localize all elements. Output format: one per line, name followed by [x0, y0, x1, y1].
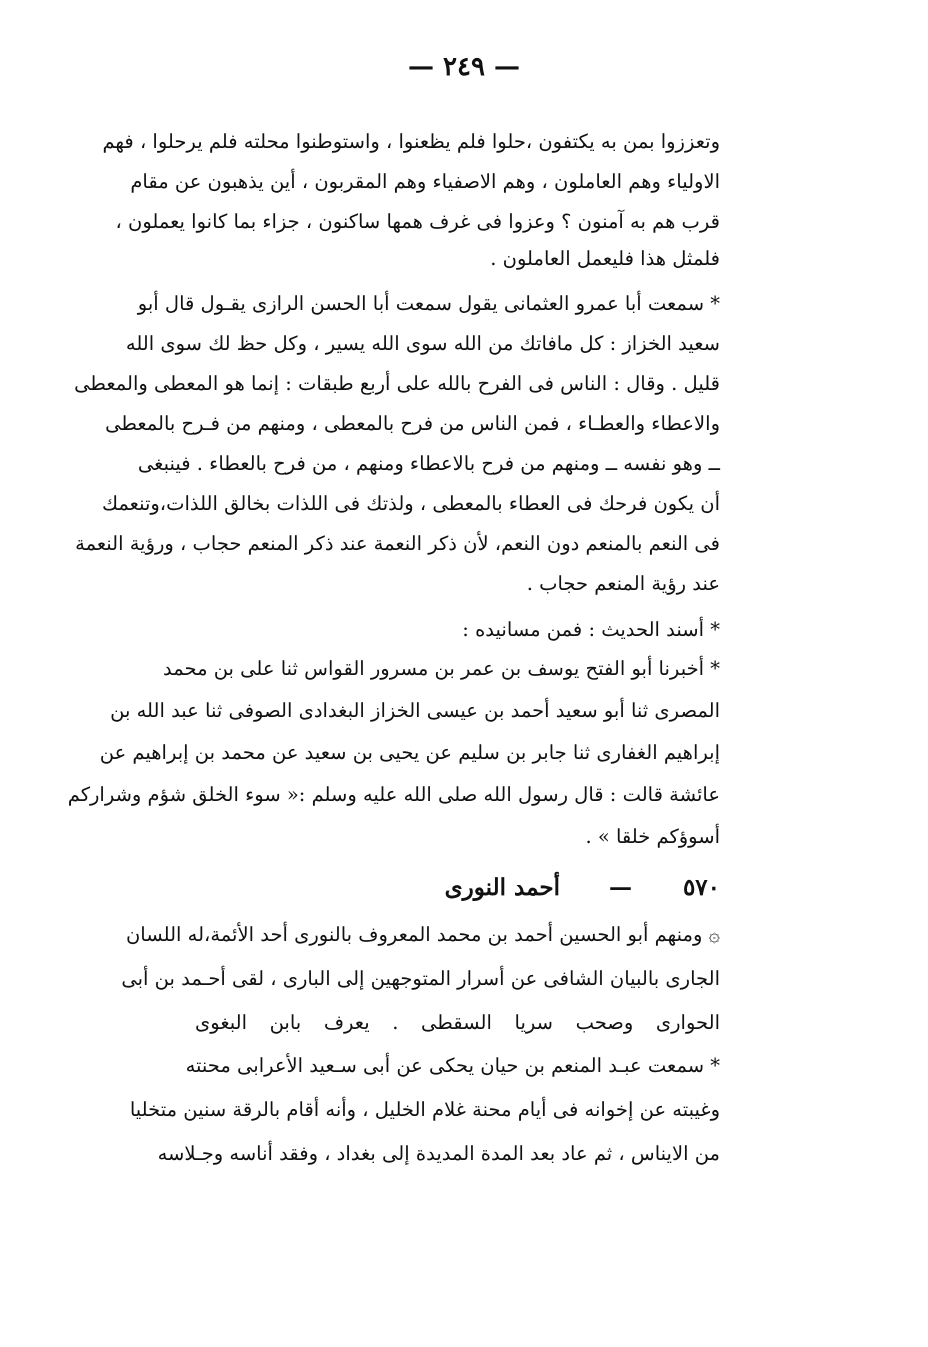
- section-title: أحمد النورى: [444, 874, 560, 901]
- text-line: أن يكون فرحك فى العطاء بالمعطى ، ولذتك فى اللذات بخالق اللذات،وتنعمك: [101, 492, 720, 515]
- text-line: قليل . وقال : الناس فى الفرح بالله على أربع طبقات : إنما هو المعطى والمعطى: [74, 372, 720, 395]
- biography-paragraph: [121, 913, 720, 1045]
- paragraph-3: [195, 613, 720, 647]
- text-line: فى النعم بالمنعم دون النعم، لأن ذكر النعمة عند ذكر المنعم حجاب ، ورؤية النعمة: [75, 532, 720, 555]
- text-line: وغيبته عن إخوانه فى أيام محنة غلام الخليل ، وأنه أقام بالرقة سنين متخليا: [129, 1098, 720, 1121]
- text-line: الجارى بالبيان الشافى عن أسرار المتوجهين إلى البارى ، لقى أحـمد بن أبى: [121, 967, 720, 990]
- section-heading: [195, 870, 720, 910]
- text-line: عند رؤية المنعم حجاب .: [526, 572, 720, 595]
- text-line: وتعززوا بمن به يكتفون ،حلوا فلم يظعنوا ، واستوطنوا محلته فلم يرحلوا ، فهم: [102, 130, 720, 153]
- text-line: * أسند الحديث : فمن مسانيده :: [462, 618, 720, 641]
- page-number: — ٢٤٩ —: [407, 52, 521, 82]
- anecdote-paragraph: [129, 1044, 720, 1176]
- paragraph-1: [102, 122, 720, 276]
- text-line: من الايناس ، ثم عاد بعد المدة المديدة إلى بغداد ، وفقد أناسه وجـلاسه: [157, 1142, 720, 1165]
- text-line: سعيد الخزاز : كل مافاتك من الله سوى الله يسير ، وكل حظ لك سوى الله: [125, 332, 720, 355]
- section-number: ٥٧٠: [682, 874, 720, 901]
- text-line: والاعطاء والعطـاء ، فمن الناس من فرح بالمعطى ، ومنهم من فـرح بالمعطى: [105, 412, 720, 435]
- section-dash: —: [609, 874, 632, 901]
- text-line: فلمثل هذا فليعمل العاملون .: [490, 247, 720, 270]
- text-line: قرب هم به آمنون ؟ وعزوا فى غرف همها ساكنون ، جزاء بما كانوا يعملون ،: [115, 210, 720, 233]
- text-line: أسوؤكم خلقا » .: [585, 825, 720, 848]
- text-line: ۞ ومنهم أبو الحسين أحمد بن محمد المعروف بالنورى أحد الأئمة،له اللسان: [125, 923, 720, 946]
- paragraph-2: [74, 284, 720, 604]
- text-line: * أخبرنا أبو الفتح يوسف بن عمر بن مسرور القواس ثنا على بن محمد: [162, 657, 720, 680]
- text-line: المصرى ثنا أبو سعيد أحمد بن عيسى الخزاز البغدادى الصوفى ثنا عبد الله بن: [110, 699, 720, 722]
- text-line: الحوارى وصحب سريا السقطى . يعرف بابن البغوى: [195, 1011, 720, 1034]
- text-line: * سمعت عبـد المنعم بن حيان يحكى عن أبى سـعيد الأعرابى محنته: [185, 1054, 720, 1077]
- text-line: * سمعت أبا عمرو العثمانى يقول سمعت أبا الحسن الرازى يقـول قال أبو: [137, 292, 720, 315]
- hadith-paragraph: [67, 648, 720, 858]
- text-line: إبراهيم الغفارى ثنا جابر بن سليم عن يحيى بن سعيد عن محمد بن إبراهيم عن: [99, 741, 720, 764]
- text-line: عائشة قالت : قال رسول الله صلى الله عليه وسلم :« سوء الخلق شؤم وشراركم: [67, 783, 720, 806]
- text-line: ــ وهو نفسه ــ ومنهم من فرح بالاعطاء ومنهم ، من فرح بالعطاء . فينبغى: [137, 452, 720, 475]
- text-line: الاولياء وهم العاملون ، وهم الاصفياء وهم المقربون ، أين يذهبون عن مقام: [130, 170, 720, 193]
